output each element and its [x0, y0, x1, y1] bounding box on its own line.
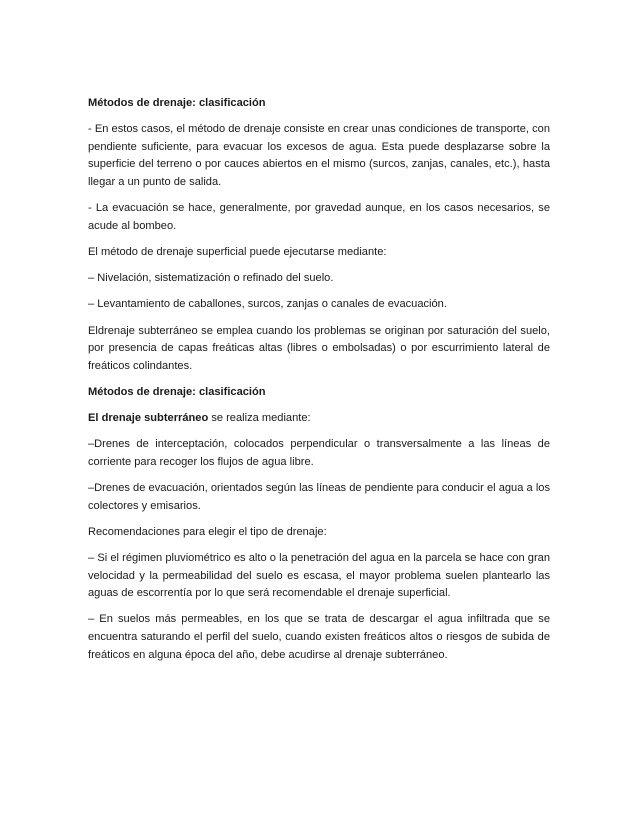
- paragraph: - La evacuación se hace, generalmente, por gravedad aunque, en los casos necesarios, se acude al bombeo.: [88, 202, 550, 232]
- section-heading: Métodos de drenaje: clasificación: [88, 385, 266, 398]
- list-item: – En suelos más permeables, en los que se trata de descargar el agua infiltrada que se encuentra saturando el perfil del suelo, cuando existen freáticos altos o riesgos de subida de freáticos en alguna época del año, debe acudirse al drenaje subterráneo.: [88, 613, 550, 661]
- paragraph: El método de drenaje superficial puede ejecutarse mediante:: [88, 245, 387, 258]
- list-item: –Drenes de evacuación, orientados según las líneas de pendiente para conducir el agua a los colectores y emisarios.: [88, 482, 550, 512]
- paragraph: Recomendaciones para elegir el tipo de drenaje:: [88, 525, 327, 538]
- bold-term: El drenaje subterráneo: [88, 412, 209, 425]
- paragraph: [88, 410, 550, 428]
- list-item: –Drenes de interceptación, colocados perpendicular o transversalmente a las líneas de corriente para recoger los flujos de agua libre.: [88, 438, 550, 468]
- list-item: – Levantamiento de caballones, surcos, zanjas o canales de evacuación.: [88, 298, 447, 311]
- section-heading: Métodos de drenaje: clasificación: [88, 97, 266, 109]
- list-item: – Si el régimen pluviométrico es alto o la penetración del agua en la parcela se hace con gran velocidad y la permeabilidad del suelo es escasa, el mayor problema suelen plantearlo las aguas de escorrentía por lo que será recomendable el drenaje superficial.: [88, 552, 550, 600]
- document-page: [88, 95, 550, 673]
- paragraph-text: se realiza mediante:: [208, 412, 311, 425]
- paragraph: - En estos casos, el método de drenaje consiste en crear unas condiciones de transporte, con pendiente suficiente, para evacuar los excesos de agua. Esta puede desplazarse sobre la superficie del terreno o por cauces abiertos en el mismo (surcos, zanjas, canales, etc.), hasta llegar a un punto de salida.: [88, 123, 550, 188]
- list-item: – Nivelación, sistematización o refinado del suelo.: [88, 272, 334, 285]
- paragraph: Eldrenaje subterráneo se emplea cuando los problemas se originan por saturación del suelo, por presencia de capas freáticas altas (libres o embolsadas) o por escurrimiento lateral de freáticos colindantes.: [88, 324, 550, 372]
